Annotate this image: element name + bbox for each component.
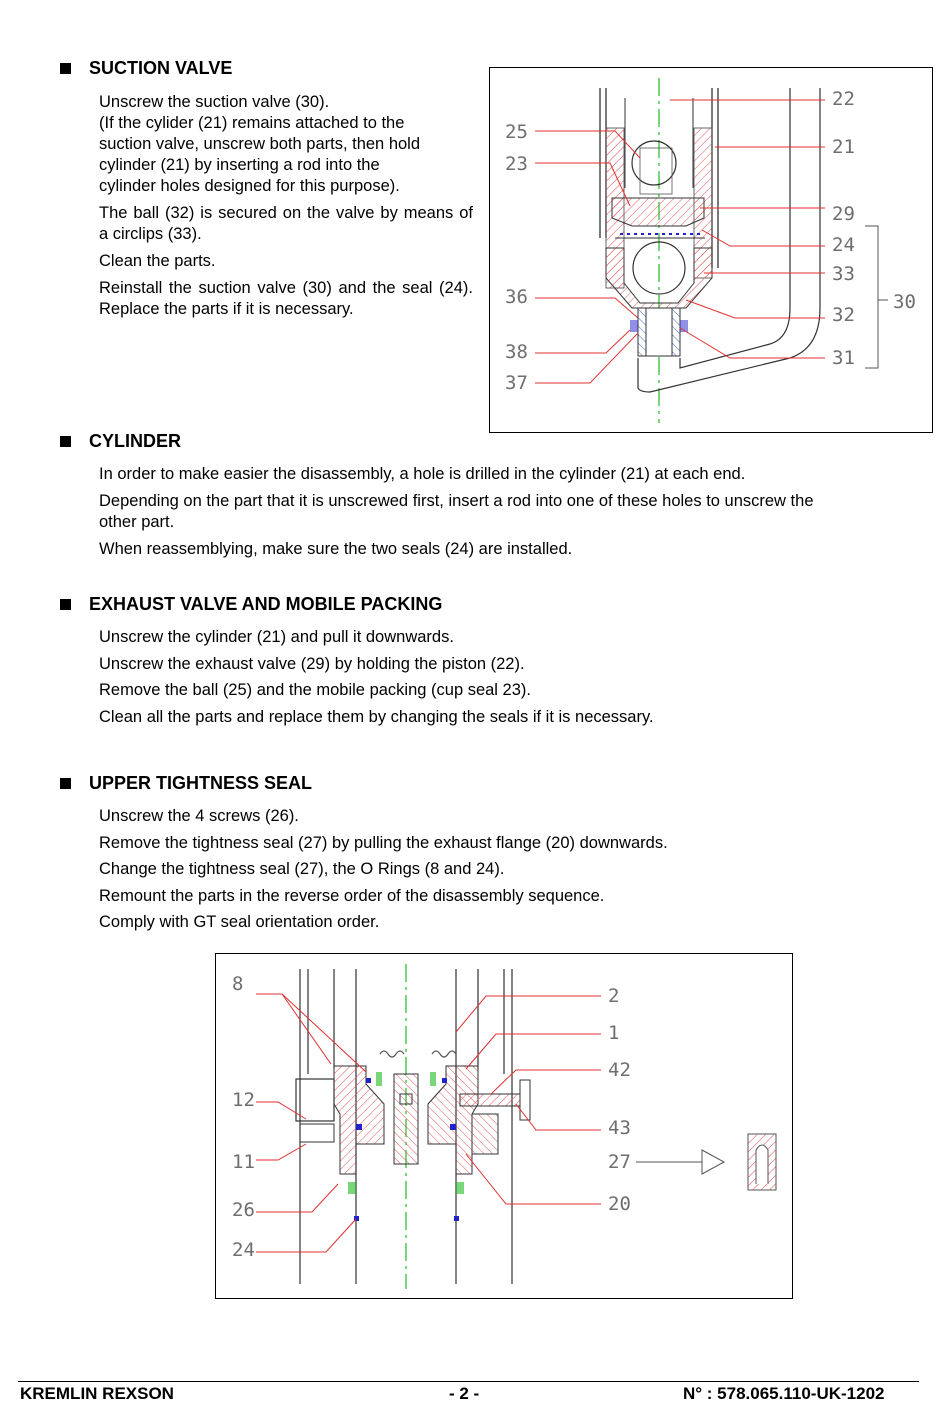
paragraph: Unscrew the suction valve (30).: [99, 93, 330, 111]
callout-label: 38: [505, 341, 528, 363]
paragraph: cylinder holes designed for this purpose).: [99, 177, 400, 195]
callout-label: 27: [608, 1151, 631, 1173]
callout-label: 24: [232, 1239, 255, 1261]
callout-label: 23: [505, 153, 528, 175]
upper-seal-drawing: [215, 953, 793, 1299]
bullet-icon: [60, 436, 71, 447]
callout-label: 12: [232, 1089, 255, 1111]
section-title-suction-valve: [60, 58, 232, 79]
callout-label: 31: [832, 347, 855, 369]
bullet-icon: [60, 63, 71, 74]
paragraph: Unscrew the exhaust valve (29) by holding the piston (22).: [99, 655, 525, 673]
callout-label: 21: [832, 136, 855, 158]
suction-valve-drawing: [489, 67, 933, 433]
paragraph: Comply with GT seal orientation order.: [99, 913, 380, 931]
paragraph: Remount the parts in the reverse order of the disassembly sequence.: [99, 887, 605, 905]
callout-label: 29: [832, 203, 855, 225]
footer-doc-number: N° : 578.065.110-UK-1202: [683, 1384, 885, 1403]
section-title-text: CYLINDER: [89, 431, 182, 451]
callout-label: 26: [232, 1199, 255, 1221]
callout-label: 22: [832, 88, 855, 110]
paragraph: In order to make easier the disassembly, a hole is drilled in the cylinder (21) at each end.: [99, 465, 746, 483]
paragraph: (If the cylider (21) remains attached to the: [99, 114, 405, 132]
paragraph: Change the tightness seal (27), the O Rings (8 and 24).: [99, 860, 505, 878]
callout-label: 30: [893, 291, 916, 313]
section-title-upper-tightness-seal: [60, 773, 312, 794]
callout-label: 37: [505, 372, 528, 394]
paragraph: Clean the parts.: [99, 252, 216, 270]
paragraph: Clean all the parts and replace them by changing the seals if it is necessary.: [99, 708, 654, 726]
paragraph: Depending on the part that it is unscrewed first, insert a rod into one of these holes to unscrew the: [99, 492, 814, 510]
footer-page-number: - 2 -: [449, 1384, 480, 1403]
section-title-cylinder: [60, 431, 181, 452]
callout-label: 2: [608, 985, 620, 1007]
section-title-text: SUCTION VALVE: [89, 58, 233, 78]
callout-label: 25: [505, 121, 528, 143]
callout-label: 32: [832, 304, 855, 326]
bullet-icon: [60, 599, 71, 610]
callout-label: 8: [232, 973, 244, 995]
callout-label: 43: [608, 1117, 631, 1139]
callout-label: 33: [832, 263, 855, 285]
section-title-text: EXHAUST VALVE AND MOBILE PACKING: [89, 594, 443, 614]
paragraph: other part.: [99, 513, 175, 531]
callout-label: 20: [608, 1193, 631, 1215]
bullet-icon: [60, 778, 71, 789]
paragraph: Remove the tightness seal (27) by pulling the exhaust flange (20) downwards.: [99, 834, 668, 852]
paragraph: Reinstall the suction valve (30) and the seal (24). Replace the parts if it is necessary.: [99, 279, 473, 318]
callout-label: 36: [505, 286, 528, 308]
paragraph: Unscrew the 4 screws (26).: [99, 807, 299, 825]
callout-label: 42: [608, 1059, 631, 1081]
callout-label: 24: [832, 234, 855, 256]
paragraph: The ball (32) is secured on the valve by means of a circlips (33).: [99, 204, 473, 243]
section-title-exhaust-valve: [60, 594, 442, 615]
callout-label: 1: [608, 1022, 620, 1044]
footer-divider: [18, 1381, 919, 1382]
paragraph: Unscrew the cylinder (21) and pull it downwards.: [99, 628, 454, 646]
footer-company: KREMLIN REXSON: [20, 1384, 174, 1403]
callout-label: 11: [232, 1151, 255, 1173]
section-title-text: UPPER TIGHTNESS SEAL: [89, 773, 313, 793]
paragraph: Remove the ball (25) and the mobile packing (cup seal 23).: [99, 681, 531, 699]
paragraph: When reassemblying, make sure the two seals (24) are installed.: [99, 540, 573, 558]
paragraph: suction valve, unscrew both parts, then hold: [99, 135, 421, 153]
paragraph: cylinder (21) by inserting a rod into the: [99, 156, 380, 174]
